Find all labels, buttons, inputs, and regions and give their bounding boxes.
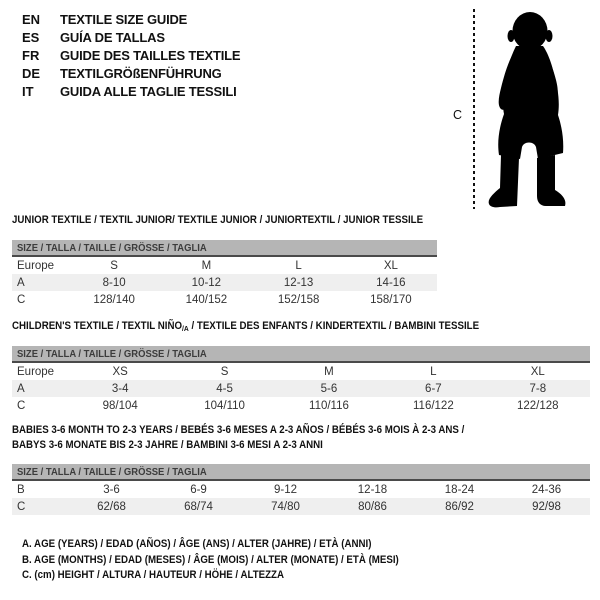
language-code: EN — [22, 12, 41, 27]
language-title: GUÍA DE TALLAS — [60, 30, 165, 45]
cell: 140/152 — [185, 293, 228, 306]
language-title: TEXTILGRÖßENFÜHRUNG — [60, 66, 222, 81]
cell: 3-4 — [111, 382, 129, 395]
cell: M — [324, 365, 334, 378]
language-title: GUIDE DES TAILLES TEXTILE — [60, 48, 241, 63]
children-section-title: CHILDREN'S TEXTILE / TEXTIL NIÑO/A / TEXTILE DES ENFANTS / KINDERTEXTIL / BAMBINI TESSILE — [12, 320, 480, 333]
row-label: C — [17, 399, 26, 412]
size-header-label: SIZE / TALLA / TAILLE / GRÖSSE / TAGLIA — [17, 347, 207, 360]
height-figure — [452, 6, 594, 218]
size-header-bar — [12, 346, 590, 362]
row-label: C — [17, 293, 26, 306]
cell: 9-12 — [273, 483, 298, 496]
baby-silhouette-icon — [484, 8, 576, 212]
size-header-bar — [12, 464, 590, 480]
cell: 10-12 — [191, 276, 222, 289]
cell: 98/104 — [102, 399, 138, 412]
cell: XS — [112, 365, 128, 378]
table-row — [12, 397, 590, 414]
language-row — [22, 83, 240, 101]
cell: 7-8 — [529, 382, 547, 395]
language-code: ES — [22, 30, 40, 45]
cell: 6-7 — [425, 382, 442, 395]
cell: S — [110, 259, 118, 272]
size-header-bar — [12, 240, 437, 256]
size-header-label: SIZE / TALLA / TAILLE / GRÖSSE / TAGLIA — [17, 465, 207, 478]
language-list — [22, 11, 240, 101]
cell: 110/116 — [309, 399, 349, 412]
title-subscript: /A — [182, 324, 189, 333]
cell: XL — [383, 259, 398, 272]
cell: 18-24 — [444, 483, 475, 496]
cell: 116/122 — [413, 399, 454, 412]
cell: 14-16 — [376, 276, 406, 289]
cell: S — [220, 365, 229, 378]
height-measure-label: C — [453, 108, 463, 122]
cell: L — [430, 365, 437, 378]
language-code: FR — [22, 48, 40, 63]
cell: 122/128 — [516, 399, 559, 412]
cell: 24-36 — [531, 483, 562, 496]
size-header-label: SIZE / TALLA / TAILLE / GRÖSSE / TAGLIA — [17, 241, 207, 254]
babies-section-title: BABIES 3-6 MONTH TO 2-3 YEARS / BEBÉS 3-6 MESES A 2-3 AÑOS / BÉBÉS 3-6 MOIS À 2-3 ANS / BABYS 3-6 MONATE BIS 2-3 JAHRE / BAMBINI 3-6 MESI A 2-3 ANNI — [12, 424, 465, 451]
cell: 92/98 — [532, 500, 561, 513]
cell: 104/110 — [204, 399, 245, 412]
cell: 86/92 — [445, 500, 474, 513]
cell: 4-5 — [216, 382, 233, 395]
cell: 152/158 — [277, 293, 320, 306]
cell: 80/86 — [358, 500, 387, 513]
language-row — [22, 65, 240, 83]
junior-section-title: JUNIOR TEXTILE / TEXTIL JUNIOR/ TEXTILE JUNIOR / JUNIORTEXTIL / JUNIOR TESSILE — [12, 214, 424, 226]
cell: 74/80 — [271, 500, 300, 513]
cell: 8-10 — [102, 276, 126, 289]
table-row — [12, 480, 590, 498]
row-label: Europe — [17, 365, 55, 378]
cell: 62/68 — [97, 500, 126, 513]
table-row — [12, 291, 437, 308]
cell: 6-9 — [190, 483, 207, 496]
row-label: A — [17, 382, 25, 395]
language-code: DE — [22, 66, 41, 81]
junior-size-table — [12, 240, 437, 308]
cell: 128/140 — [93, 293, 135, 306]
language-row — [22, 11, 240, 29]
table-row — [12, 380, 590, 397]
language-row — [22, 47, 240, 65]
legend-line-c: C. (cm) HEIGHT / ALTURA / HAUTEUR / HÖHE / ALTEZZA — [22, 569, 284, 581]
language-title: GUIDA ALLE TAGLIE TESSILI — [60, 84, 237, 99]
children-size-table — [12, 346, 590, 414]
height-measure-dotted-line — [473, 9, 475, 209]
cell: M — [201, 259, 212, 272]
row-label: Europe — [17, 259, 55, 272]
legend-line-a: A. AGE (YEARS) / EDAD (AÑOS) / ÂGE (ANS) / ALTER (JAHRE) / ETÀ (ANNI) — [22, 538, 372, 550]
table-row — [12, 362, 590, 380]
language-row — [22, 29, 240, 47]
row-label: B — [17, 483, 25, 496]
language-code: IT — [22, 84, 34, 99]
table-row — [12, 274, 437, 291]
legend-line-b: B. AGE (MONTHS) / EDAD (MESES) / ÂGE (MOIS) / ALTER (MONATE) / ETÀ (MESI) — [22, 553, 399, 566]
language-title: TEXTILE SIZE GUIDE — [60, 12, 188, 27]
cell: 12-13 — [283, 276, 314, 289]
cell: XL — [530, 365, 545, 378]
cell: 3-6 — [103, 483, 120, 496]
cell: 5-6 — [320, 382, 338, 395]
row-label: C — [17, 500, 26, 513]
cell: 68/74 — [184, 500, 213, 513]
cell: 158/170 — [370, 293, 412, 306]
measurement-legend — [22, 537, 441, 584]
table-row — [12, 256, 437, 274]
cell: L — [295, 259, 302, 272]
table-row — [12, 498, 590, 515]
babies-size-table — [12, 464, 590, 515]
row-label: A — [17, 276, 25, 289]
cell: 12-18 — [357, 483, 388, 496]
